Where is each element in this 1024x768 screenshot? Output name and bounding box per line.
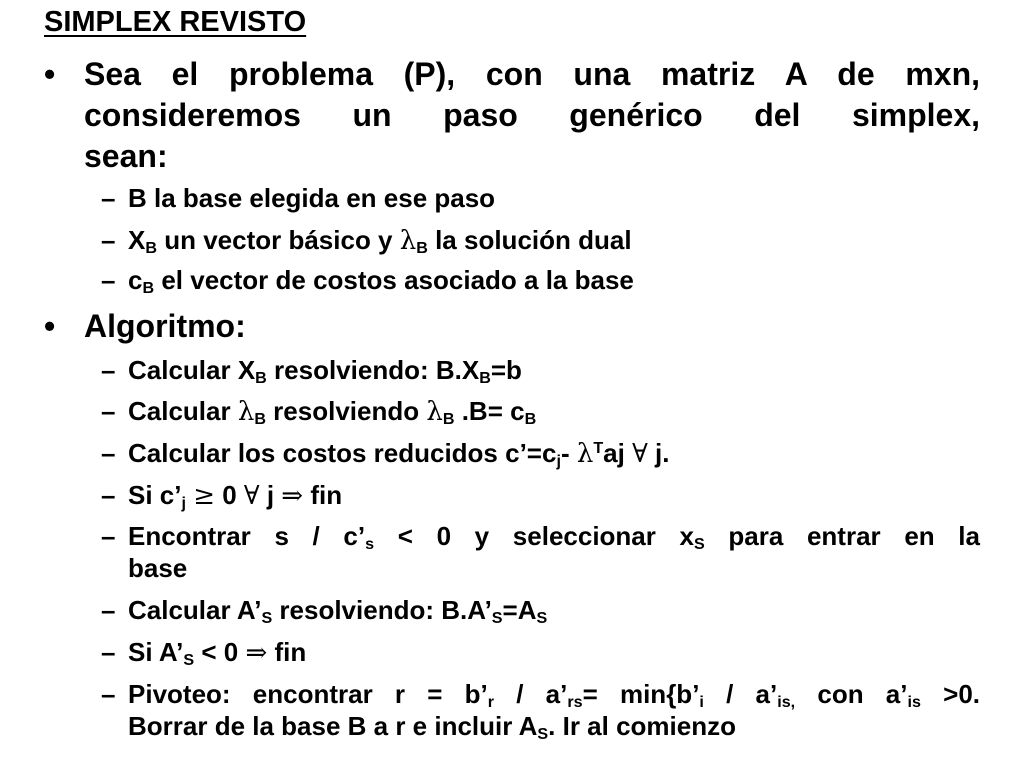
implies-symbol: ⇒ [245, 638, 268, 668]
step-optimality-check-text: Si $c’_j \ge 0$ ∀ j ⇒ fin [128, 480, 343, 513]
step-reduced-costs [101, 437, 980, 470]
forall-symbol: ∀ [243, 481, 260, 511]
step-pivot [101, 678, 980, 742]
step-reduced-costs-text: Calcular los costos reducidos $c’=c_j-$ $\lambda^Taj$ ∀ j. [128, 438, 670, 471]
forall-symbol: ∀ [632, 439, 648, 469]
step-select-entering-text [128, 520, 980, 584]
algorithm-heading: Algoritmo: [84, 308, 246, 344]
bullet-intro [44, 54, 980, 177]
dash-marker: – [101, 355, 116, 385]
dash-marker: – [101, 183, 116, 213]
def-cost-vector [101, 264, 980, 296]
intro-line-1: Sea el problema (P), con una matriz A de mxn, [84, 56, 980, 92]
def-basic-vector [101, 224, 980, 257]
lambda-symbol: λ [399, 226, 417, 256]
def-cost-vector-text: $c_B$ el vector de costos asociado a la base [128, 265, 634, 298]
step-select-entering [101, 520, 980, 584]
dash-marker: – [101, 480, 116, 510]
lambda-symbol: λ [237, 397, 255, 427]
step-select-entering-line-1: Encontrar $s / c’_s < 0$ y seleccionar $x_S$ para entrar en la [128, 521, 980, 554]
step-unbounded-check-text: Si $A’_S < 0$ ⇒ fin [128, 637, 307, 670]
step-calc-as-text: Calcular $A’_S$ resolviendo: $B.A’_S=A_S$ [128, 595, 548, 628]
bullet-marker: • [44, 56, 56, 92]
geq-symbol: ≥ [193, 481, 215, 511]
dash-marker: – [101, 595, 116, 625]
intro-line-3: sean: [84, 138, 168, 174]
dash-marker: – [101, 265, 116, 295]
def-base-text: B la base elegida en ese paso [128, 183, 496, 213]
def-basic-vector-text: $X_B$ un vector básico y $\lambda_B$ la solución dual [128, 225, 632, 258]
step-optimality-check [101, 479, 980, 512]
step-select-entering-line-2: base [128, 553, 188, 583]
bullet-marker: • [44, 308, 56, 344]
step-pivot-text [128, 678, 980, 742]
intro-line-2: consideremos un paso genérico del simplex, [84, 97, 980, 133]
intro-text [84, 54, 980, 177]
implies-symbol: ⇒ [281, 481, 304, 511]
lambda-symbol: λ [576, 439, 594, 469]
dash-marker: – [101, 521, 116, 551]
dash-marker: – [101, 679, 116, 709]
step-pivot-line-1: Pivoteo: encontrar $r = b’_r$ / $a’_{rs}=$ $\min\{b’_i$ / $a’_{is,}$ con $a’_{is} >0$. [128, 679, 980, 712]
step-calc-lambda [101, 395, 980, 428]
step-calc-as [101, 594, 980, 626]
bullet-algorithm [44, 306, 980, 347]
lambda-symbol: λ [426, 397, 443, 427]
def-base [101, 182, 980, 214]
dash-marker: – [101, 225, 116, 255]
step-calc-xb-text: Calcular $X_B$ resolviendo: $B.X_B=b$ [128, 355, 522, 388]
dash-marker: – [101, 396, 116, 426]
step-unbounded-check [101, 636, 980, 669]
slide-title: SIMPLEX REVISTO [44, 6, 307, 38]
dash-marker: – [101, 637, 116, 667]
dash-marker: – [101, 438, 116, 468]
step-calc-xb [101, 354, 980, 386]
step-calc-lambda-text: Calcular $\lambda_B$ resolviendo $\lambda_B$ $.B= c_B$ [128, 396, 537, 429]
step-pivot-line-2: Borrar de la base B a r e incluir $A_S$. Ir al comienzo [128, 711, 736, 744]
